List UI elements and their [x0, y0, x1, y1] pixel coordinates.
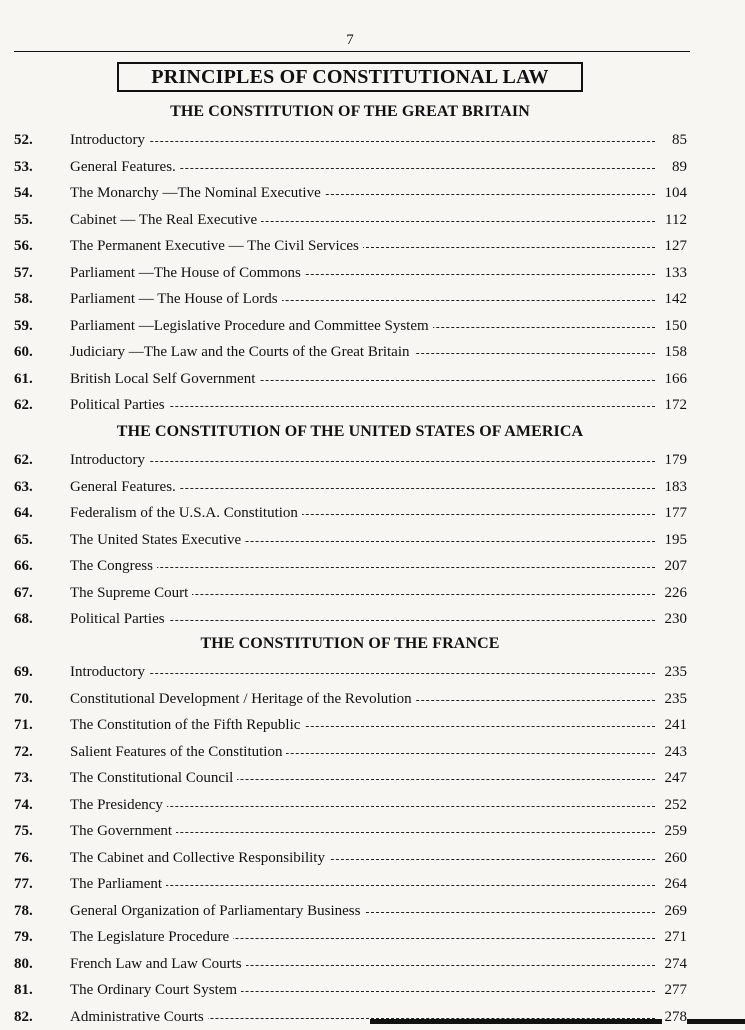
entry-title: Parliament —Legislative Procedure and Committee System [70, 315, 433, 337]
entry-title: British Local Self Government [70, 368, 259, 390]
toc-entry[interactable] [0, 209, 745, 233]
entry-page-number: 207 [662, 555, 688, 577]
toc-entry[interactable] [0, 129, 745, 153]
dot-leader [90, 567, 655, 568]
entry-page-number: 252 [662, 794, 688, 816]
entry-number: 67. [14, 584, 33, 601]
dot-leader [90, 461, 655, 462]
entry-page-number: 269 [662, 900, 688, 922]
entry-title: Political Parties [70, 608, 169, 630]
entry-number: 81. [14, 982, 33, 998]
entry-page-number: 104 [662, 182, 688, 204]
toc-entry[interactable] [0, 661, 745, 685]
entry-number: 60. [14, 344, 33, 360]
entry-page-number: 278 [662, 1006, 688, 1028]
toc-entry[interactable] [0, 688, 745, 712]
entry-title: Federalism of the U.S.A. Constitution [70, 502, 302, 524]
entry-title: General Features. [70, 476, 180, 498]
entry-title: The Congress [70, 555, 157, 577]
entry-page-number: 247 [662, 767, 688, 789]
toc-entry[interactable] [0, 394, 745, 418]
entry-number: 79. [14, 929, 33, 945]
toc-entry[interactable] [0, 794, 745, 818]
entry-title: The Permanent Executive — The Civil Services [70, 235, 363, 257]
entry-number: 73. [14, 770, 33, 786]
entry-number: 64. [14, 505, 33, 521]
entry-title: Judiciary —The Law and the Courts of the Great Britain [70, 341, 414, 363]
toc-entry[interactable] [0, 288, 745, 312]
entry-number: 61. [14, 370, 33, 387]
entry-title: Introductory [70, 661, 149, 683]
entry-page-number: 133 [662, 262, 688, 284]
entry-number: 76. [14, 849, 33, 866]
entry-page-number: 264 [662, 873, 688, 895]
entry-title: The Government [70, 820, 176, 842]
entry-number: 57. [14, 264, 33, 281]
entry-number: 59. [14, 317, 33, 334]
entry-number: 53. [14, 158, 33, 175]
entry-title: The Presidency [70, 794, 167, 816]
toc-entry[interactable] [0, 582, 745, 606]
entry-number: 78. [14, 902, 33, 919]
entry-number: 54. [14, 185, 33, 201]
entry-number: 70. [14, 690, 33, 707]
entry-number: 62. [14, 397, 33, 413]
entry-number: 80. [14, 955, 33, 972]
toc-entry[interactable] [0, 741, 745, 765]
toc-entry[interactable] [0, 315, 745, 339]
entry-page-number: 230 [662, 608, 688, 630]
toc-entry[interactable] [0, 820, 745, 844]
toc-entry[interactable] [0, 1006, 745, 1030]
entry-title: The Cabinet and Collective Responsibility [70, 847, 329, 869]
toc-entry[interactable] [0, 449, 745, 473]
entry-page-number: 274 [662, 953, 688, 975]
entry-title: Administrative Courts [70, 1006, 208, 1028]
section-title: THE CONSTITUTION OF THE GREAT BRITAIN [170, 103, 530, 120]
toc-entry[interactable] [0, 608, 745, 632]
entry-title: Introductory [70, 449, 149, 471]
entry-number: 68. [14, 611, 33, 627]
entry-title: The Legislature Procedure [70, 926, 233, 948]
entry-number: 69. [14, 664, 33, 680]
entry-page-number: 226 [662, 582, 688, 604]
entry-page-number: 259 [662, 820, 688, 842]
entry-number: 52. [14, 132, 33, 148]
entry-title: The Supreme Court [70, 582, 192, 604]
toc-entry[interactable] [0, 979, 745, 1003]
entry-title: The Ordinary Court System [70, 979, 241, 1001]
toc-entry[interactable] [0, 900, 745, 924]
toc-entry[interactable] [0, 714, 745, 738]
entry-page-number: 271 [662, 926, 688, 948]
toc-entry[interactable] [0, 873, 745, 897]
entry-title: General Features. [70, 156, 180, 178]
section-title: THE CONSTITUTION OF THE UNITED STATES OF AMERICA [116, 423, 584, 440]
toc-entry[interactable] [0, 529, 745, 553]
entry-number: 82. [14, 1008, 33, 1025]
entry-title: Parliament — The House of Lords [70, 288, 282, 310]
entry-title: General Organization of Parliamentary Business [70, 900, 364, 922]
entry-page-number: 172 [662, 394, 688, 416]
toc-entry[interactable] [0, 926, 745, 950]
toc-entry[interactable] [0, 262, 745, 286]
entry-page-number: 195 [662, 529, 688, 551]
toc-entry[interactable] [0, 953, 745, 977]
entry-page-number: 241 [662, 714, 688, 736]
entry-page-number: 183 [662, 476, 688, 498]
entry-number: 66. [14, 558, 33, 574]
entry-title: Salient Features of the Constitution [70, 741, 286, 763]
entry-title: The Monarchy —The Nominal Executive [70, 182, 325, 204]
entry-page-number: 177 [662, 502, 688, 524]
entry-title: The United States Executive [70, 529, 245, 551]
toc-entry[interactable] [0, 847, 745, 871]
entry-number: 55. [14, 211, 33, 228]
toc-entry[interactable] [0, 235, 745, 259]
toc-entry[interactable] [0, 502, 745, 526]
entry-number: 63. [14, 478, 33, 495]
entry-number: 72. [14, 743, 33, 760]
entry-page-number: 277 [662, 979, 688, 1001]
entry-page-number: 235 [662, 688, 688, 710]
entry-page-number: 112 [662, 209, 687, 231]
toc-entry[interactable] [0, 476, 745, 500]
entry-number: 71. [14, 717, 33, 733]
entry-title: The Parliament [70, 873, 166, 895]
entry-title: Cabinet — The Real Executive [70, 209, 261, 231]
entry-page-number: 127 [662, 235, 688, 257]
entry-page-number: 150 [662, 315, 688, 337]
entry-page-number: 85 [669, 129, 687, 151]
entry-page-number: 260 [662, 847, 688, 869]
entry-title: Introductory [70, 129, 149, 151]
entry-number: 58. [14, 291, 33, 307]
entry-number: 77. [14, 876, 33, 892]
bottom-edge-bar [370, 1019, 745, 1024]
toc-entry[interactable] [0, 156, 745, 180]
entry-number: 65. [14, 531, 33, 548]
page-number: 7 [346, 32, 354, 48]
entry-number: 62. [14, 452, 33, 468]
header-rule [14, 51, 690, 52]
toc-entry[interactable] [0, 555, 745, 579]
dot-leader [90, 141, 655, 142]
dot-leader [90, 806, 655, 807]
toc-entry[interactable] [0, 368, 745, 392]
entry-title: Constitutional Development / Heritage of the Revolution [70, 688, 416, 710]
entry-title: The Constitution of the Fifth Republic [70, 714, 304, 736]
section-title: THE CONSTITUTION OF THE FRANCE [200, 635, 500, 652]
entry-page-number: 235 [662, 661, 688, 683]
entry-page-number: 243 [662, 741, 688, 763]
entry-page-number: 166 [662, 368, 688, 390]
entry-title: The Constitutional Council [70, 767, 237, 789]
entry-page-number: 179 [662, 449, 688, 471]
entry-page-number: 142 [662, 288, 688, 310]
main-title: PRINCIPLES OF CONSTITUTIONAL LAW [117, 62, 583, 92]
toc-entry[interactable] [0, 767, 745, 791]
entry-number: 74. [14, 796, 33, 813]
entry-number: 75. [14, 823, 33, 839]
entry-number: 56. [14, 238, 33, 254]
dot-leader [90, 673, 655, 674]
entry-title: French Law and Law Courts [70, 953, 246, 975]
toc-entry[interactable] [0, 341, 745, 365]
entry-title: Parliament —The House of Commons [70, 262, 305, 284]
entry-title: Political Parties [70, 394, 169, 416]
dot-leader [90, 620, 655, 621]
entry-page-number: 89 [669, 156, 687, 178]
dot-leader [90, 885, 655, 886]
toc-entry[interactable] [0, 182, 745, 206]
dot-leader [90, 406, 655, 407]
entry-page-number: 158 [662, 341, 688, 363]
